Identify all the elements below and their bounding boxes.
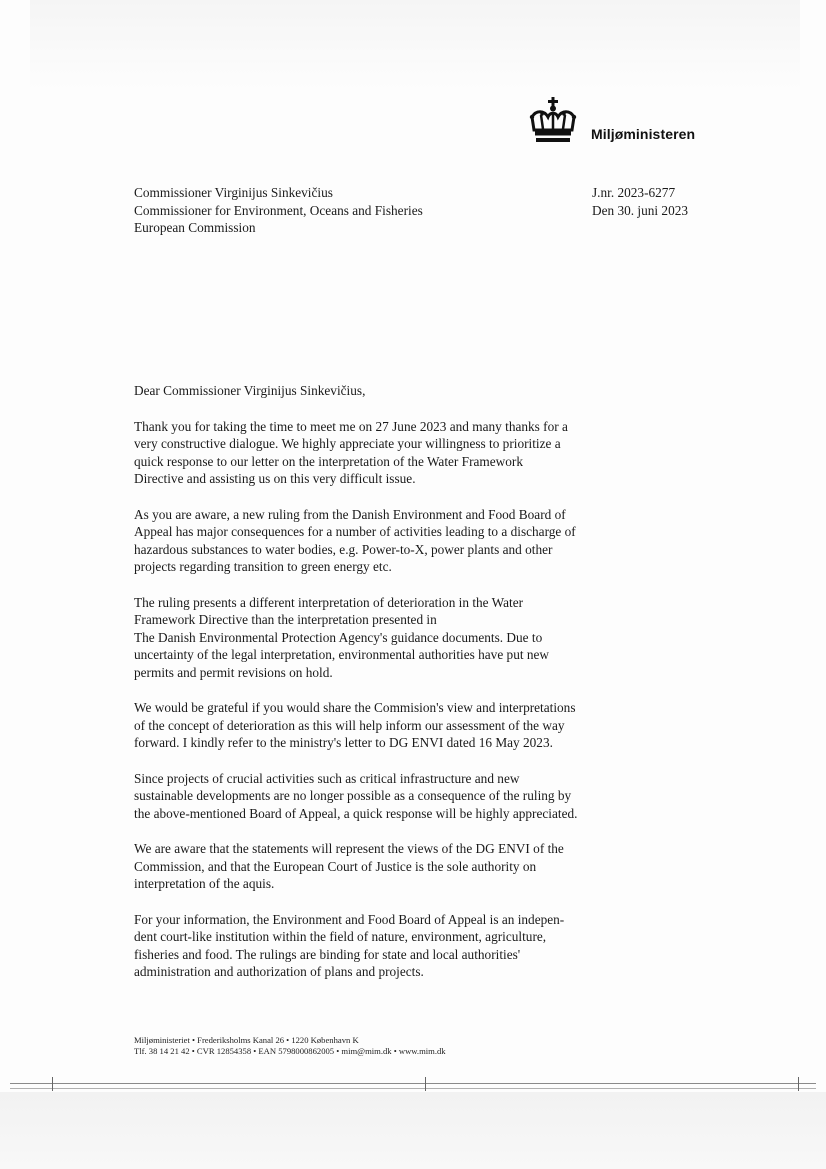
body-line: dent court-like institution within the field of nature, environment, agriculture,	[134, 929, 547, 944]
footer-contact: Tlf. 38 14 21 42 • CVR 12854358 • EAN 5798000862005 • mim@mim.dk • www.mim.dk	[134, 1046, 446, 1056]
body-line: As you are aware, a new ruling from the Danish Environment and Food Board of	[134, 506, 566, 522]
scan-shadow-top	[30, 0, 800, 90]
scan-tick	[425, 1077, 426, 1091]
body-line: Framework Directive than the interpretation presented in	[134, 612, 437, 627]
salutation: Dear Commissioner Virginijus Sinkevičius,	[134, 383, 366, 398]
body-line: uncertainty of the legal interpretation, environmental authorities have put new	[134, 647, 550, 662]
recipient-line: Commissioner Virginijus Sinkevičius	[134, 185, 333, 200]
body-line: We are aware that the statements will represent the views of the DG ENVI of the	[134, 841, 564, 856]
body-line: the above-mentioned Board of Appeal, a quick response will be highly appreciated.	[134, 805, 578, 821]
body-line: interpretation of the aquis.	[134, 876, 275, 891]
scan-tick	[798, 1077, 799, 1091]
paragraph	[134, 840, 604, 893]
body-line: Commission, and that the European Court of Justice is the sole authority on	[134, 858, 537, 874]
crown-icon	[526, 97, 580, 143]
body-line: very constructive dialogue. We highly appreciate your willingness to prioritize a	[134, 436, 561, 451]
journal-number: J.nr. 2023-6277	[592, 185, 676, 200]
paragraph	[134, 911, 604, 981]
body-line: We would be grateful if you would share the Commision's view and interpretations	[134, 700, 576, 715]
scan-tick	[52, 1077, 53, 1091]
body-line: Directive and assisting us on this very difficult issue.	[134, 471, 416, 486]
footer-address: Miljøministeriet • Frederiksholms Kanal 26 • 1220 København K	[134, 1035, 359, 1045]
body-line: sustainable developments are no longer possible as a consequence of the ruling by	[134, 788, 572, 803]
letter-footer	[134, 1035, 446, 1057]
body-line: projects regarding transition to green energy etc.	[134, 559, 392, 574]
scan-edge-line	[10, 1083, 816, 1084]
recipient-line: European Commission	[134, 220, 256, 235]
body-line: administration and authorization of plans and projects.	[134, 964, 424, 979]
scan-shadow-bottom	[0, 1092, 826, 1169]
paragraph	[134, 594, 604, 682]
recipient-line: Commissioner for Environment, Oceans and Fisheries	[134, 202, 423, 218]
body-line: hazardous substances to water bodies, e.g. Power-to-X, power plants and other	[134, 541, 553, 557]
body-line: The Danish Environmental Protection Agency's guidance documents. Due to	[134, 629, 543, 645]
body-line: of the concept of deterioration as this will help inform our assessment of the way	[134, 717, 565, 733]
paragraph	[134, 699, 604, 752]
body-line: forward. I kindly refer to the ministry's letter to DG ENVI dated 16 May 2023.	[134, 735, 553, 750]
letter-date: Den 30. juni 2023	[592, 202, 689, 218]
reference-block	[592, 184, 688, 219]
body-line: Thank you for taking the time to meet me on 27 June 2023 and many thanks for a	[134, 418, 568, 434]
paragraph	[134, 770, 604, 823]
body-line: permits and permit revisions on hold.	[134, 664, 333, 680]
body-line: quick response to our letter on the interpretation of the Water Framework	[134, 453, 523, 469]
body-line: For your information, the Environment and Food Board of Appeal is an indepen-	[134, 911, 565, 927]
body-line: fisheries and food. The rulings are binding for state and local authorities'	[134, 946, 521, 962]
paragraph	[134, 418, 604, 488]
scan-edge-line	[10, 1088, 816, 1089]
body-line: Appeal has major consequences for a number of activities leading to a discharge of	[134, 524, 576, 539]
recipient-address	[134, 184, 423, 237]
body-line: The ruling presents a different interpretation of deterioration in the Water	[134, 594, 524, 610]
letter-body	[134, 382, 604, 999]
body-line: Since projects of crucial activities such as critical infrastructure and new	[134, 770, 520, 786]
paragraph	[134, 506, 604, 576]
ministry-name: Miljøministeren	[591, 126, 696, 142]
